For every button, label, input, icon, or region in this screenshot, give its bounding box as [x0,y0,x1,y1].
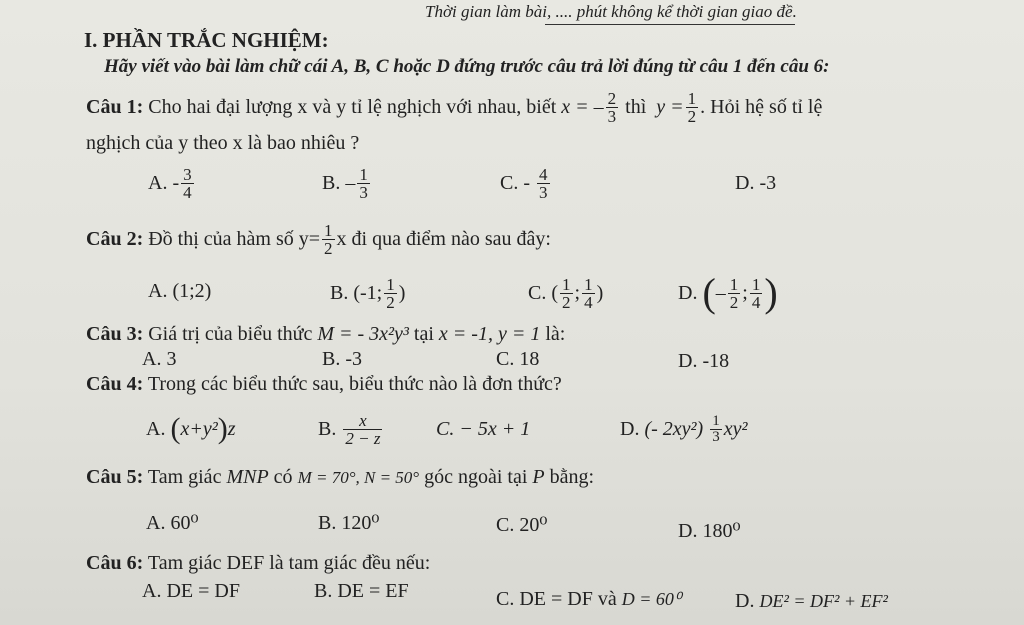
q5-text-c: góc ngoài tại [424,466,528,488]
q5-point: P [532,466,545,488]
q2-text-a: Đồ thị của hàm số [148,227,294,250]
q3-cond: x = -1, y = 1 [438,323,541,345]
q4-option-c: C. − 5x + 1 [436,418,531,440]
q5-option-a: A. 60⁰ [146,512,199,534]
q6-option-c: C. DE = DF và D = 60⁰ [496,588,682,610]
q4-option-d: D. (- 2xy²) 1 3 xy² [620,412,748,445]
question-1: Câu 1: Cho hai đại lượng x và y tỉ lệ nghịch với nhau, biết x = – $\frac{2}{3}$ thì y = $\frac{1}{2}$ . Hỏi hệ số tỉ lệ [86,88,823,126]
q3-option-c: C. 18 [496,348,540,370]
q3-expr: M = - 3x²y³ [317,323,409,345]
q2-option-c: C. ( 1 2 ; 1 4 ) [528,274,604,312]
q5-label: Câu 5: [86,466,144,488]
q1-option-b: B. – 1 3 [322,164,368,202]
q2-y-eq: y= [298,227,321,250]
q6-option-a: A. DE = DF [142,580,240,602]
q2-option-a: A. (1;2) [148,280,212,302]
q5-option-d: D. 180⁰ [678,520,741,542]
q5-option-b: B. 120⁰ [318,512,380,534]
q1-option-c: C. - 4 3 [500,164,548,202]
q3-text-b: tại [413,323,434,345]
q1-x-var: x = [561,95,589,118]
q1-text-a: Cho hai đại lượng x và y tỉ lệ nghịch với nhau, biết [148,95,557,118]
q5-triangle: MNP [226,466,269,488]
q1-option-d: D. -3 [735,172,777,194]
question-5 [86,466,594,489]
question-2 [86,216,551,262]
q2-option-d: D. ( – 1 2 ; 1 4 ) [678,270,778,315]
header-note: Thời gian làm bài, .... phút không kể thời gian giao đề. [425,2,797,21]
q4-option-b: B. x 2 − z [318,410,381,448]
header-underline [545,24,795,25]
q3-option-a: A. 3 [142,348,177,370]
q2-label: Câu 2: [86,227,144,250]
q6-option-d: D. DE² = DF² + EF² [735,590,888,612]
q4-label: Câu 4: [86,373,144,395]
q3-text-c: là: [545,323,566,345]
q3-text-a: Giá trị của biểu thức [148,323,313,345]
q5-text-d: bằng: [549,466,595,488]
q3-label: Câu 3: [86,323,144,345]
q5-text-b: có [273,466,293,488]
q4-option-a: A. ( x+y² ) z [146,412,236,445]
question-3 [86,323,565,346]
q1-x-fraction: $\frac{2}{3}$ [607,88,617,126]
question-4 [86,373,562,396]
q2-option-b: B. (-1; 1 2 ) [330,274,406,312]
q5-text-a: Tam giác [147,466,222,488]
q1-line2: nghịch của y theo x là bao nhiêu ? [86,132,360,154]
q1-y-fraction: $\frac{1}{2}$ [687,88,697,126]
section-title: I. PHẦN TRẮC NGHIỆM: [84,28,329,52]
q4-text: Trong các biểu thức sau, biểu thức nào là đơn thức? [147,373,562,395]
q2-text-b: x đi qua điểm nào sau đây: [336,227,551,250]
q1-label: Câu 1: [86,95,144,118]
q3-option-d: D. -18 [678,350,730,372]
q6-option-b: B. DE = EF [314,580,409,602]
q2-fraction: $\frac{1}{2}$ [324,220,333,258]
question-6 [86,552,430,575]
q1-option-a: A. - 3 4 [148,164,192,202]
q1-text-c: . Hỏi hệ số tỉ lệ [700,95,823,118]
q6-label: Câu 6: [86,552,144,574]
q1-y-var: y = [656,95,684,118]
q1-text-b: thì [625,95,647,118]
q6-text: Tam giác DEF là tam giác đều nếu: [147,552,431,574]
instruction: Hãy viết vào bài làm chữ cái A, B, C hoặc D đứng trước câu trả lời đúng từ câu 1 đến câu 6: [104,56,830,77]
q5-option-c: C. 20⁰ [496,514,548,536]
q3-option-b: B. -3 [322,348,362,370]
q5-angles: M = 70°, N = 50° [297,468,420,487]
